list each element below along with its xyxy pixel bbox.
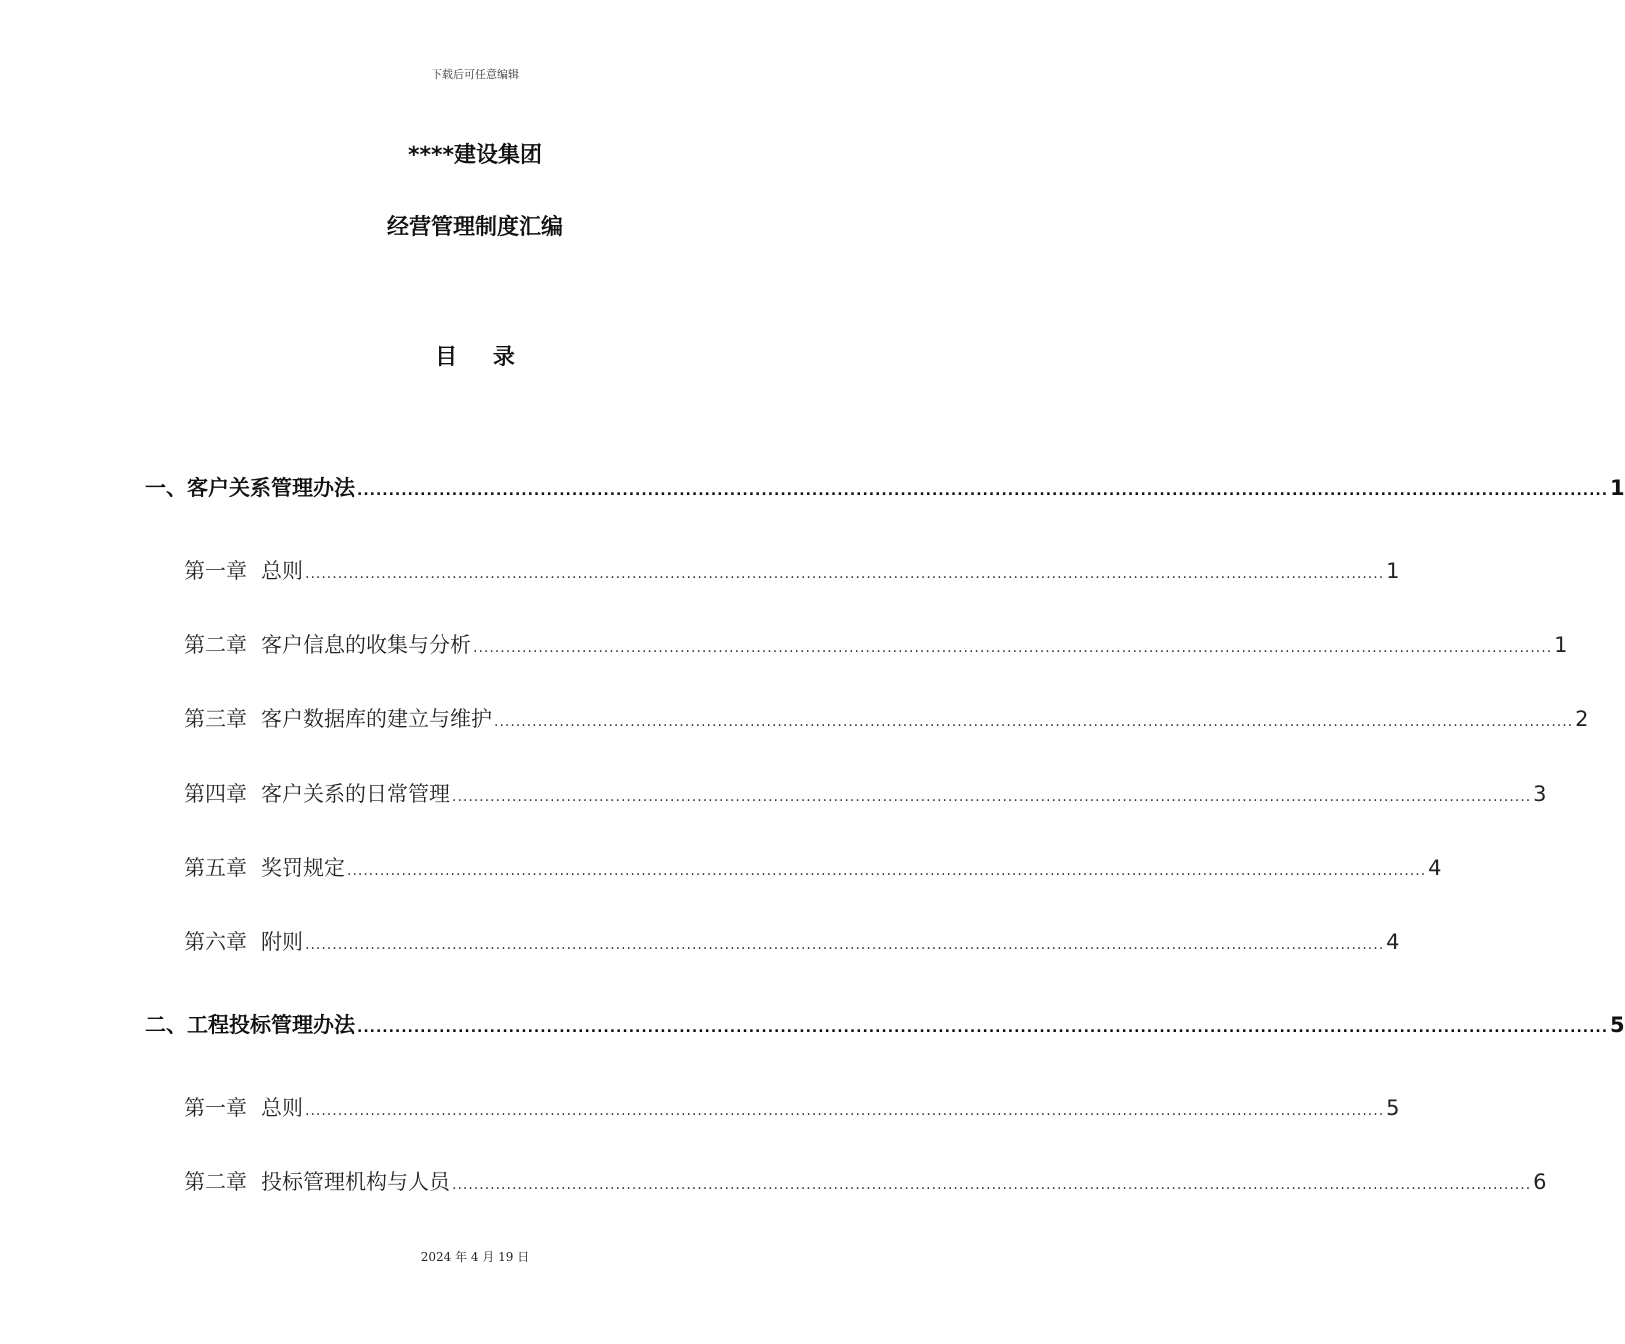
toc-leader: ...................................................................................................................................................................................................... <box>305 566 1385 582</box>
toc-entry[interactable] <box>184 778 1547 808</box>
toc-entry-title: 总则 <box>261 1096 303 1120</box>
toc-heading: 目 录 <box>435 345 529 370</box>
toc-leader: ...................................................................................................................................................................................................... <box>452 789 1532 805</box>
toc-entry[interactable] <box>184 926 1400 956</box>
toc-entry-number: 第一章 <box>184 1096 247 1120</box>
toc-page-number: 4 <box>1428 856 1442 880</box>
toc-entry-number: 二、 <box>145 1013 187 1037</box>
toc-entry-title: 客户关系的日常管理 <box>261 782 450 806</box>
toc-entry-number: 第六章 <box>184 930 247 954</box>
toc-entry-number: 第三章 <box>184 707 247 731</box>
toc-entry-number: 一、 <box>145 476 187 500</box>
toc-entry-title: 总则 <box>261 559 303 583</box>
toc-entry[interactable] <box>145 1009 1625 1039</box>
toc-leader: ...................................................................................................................................................................................................... <box>473 640 1553 656</box>
toc-entry[interactable] <box>184 1092 1400 1122</box>
toc-leader: ...................................................................................................................................................................................................... <box>357 483 1609 499</box>
toc-page-number: 1 <box>1554 633 1568 657</box>
toc-entry-number: 第一章 <box>184 559 247 583</box>
toc-entry-number: 第五章 <box>184 856 247 880</box>
toc-leader: ...................................................................................................................................................................................................... <box>305 937 1385 953</box>
toc-entry-title: 附则 <box>261 930 303 954</box>
toc-entry[interactable] <box>184 1166 1547 1196</box>
toc-entry-title: 奖罚规定 <box>261 856 345 880</box>
toc-entry[interactable] <box>184 555 1400 585</box>
toc-entry[interactable] <box>184 629 1568 659</box>
toc-entry-title: 投标管理机构与人员 <box>261 1170 450 1194</box>
toc-entry-title: 客户信息的收集与分析 <box>261 633 471 657</box>
company-title: ****建设集团 <box>407 143 543 168</box>
toc-entry[interactable] <box>145 472 1625 502</box>
toc-page-number: 1 <box>1386 559 1400 583</box>
toc-leader: ...................................................................................................................................................................................................... <box>305 1103 1385 1119</box>
toc-entry-number: 第二章 <box>184 633 247 657</box>
toc-leader: ...................................................................................................................................................................................................... <box>494 714 1574 730</box>
toc-page-number: 3 <box>1533 782 1547 806</box>
toc-entry-title: 工程投标管理办法 <box>187 1013 355 1037</box>
toc-page-number: 2 <box>1575 707 1589 731</box>
toc-page-number: 6 <box>1533 1170 1547 1194</box>
toc-entry[interactable] <box>184 852 1442 882</box>
toc-page-number: 5 <box>1386 1096 1400 1120</box>
toc-leader: ...................................................................................................................................................................................................... <box>357 1020 1609 1036</box>
toc-page-number: 1 <box>1610 476 1625 500</box>
toc-leader: ...................................................................................................................................................................................................... <box>347 863 1427 879</box>
toc-entry-number: 第二章 <box>184 1170 247 1194</box>
toc-page-number: 4 <box>1386 930 1400 954</box>
toc-entry[interactable] <box>184 703 1589 733</box>
header-note: 下载后可任意编辑 <box>431 68 519 81</box>
toc-leader: ...................................................................................................................................................................................................... <box>452 1177 1532 1193</box>
footer-date: 2024 年 4 月 19 日 <box>420 1250 530 1264</box>
toc-entry-title: 客户关系管理办法 <box>187 476 355 500</box>
toc-entry-title: 客户数据库的建立与维护 <box>261 707 492 731</box>
toc-entry-number: 第四章 <box>184 782 247 806</box>
document-title: 经营管理制度汇编 <box>386 215 563 240</box>
toc-page-number: 5 <box>1610 1013 1625 1037</box>
